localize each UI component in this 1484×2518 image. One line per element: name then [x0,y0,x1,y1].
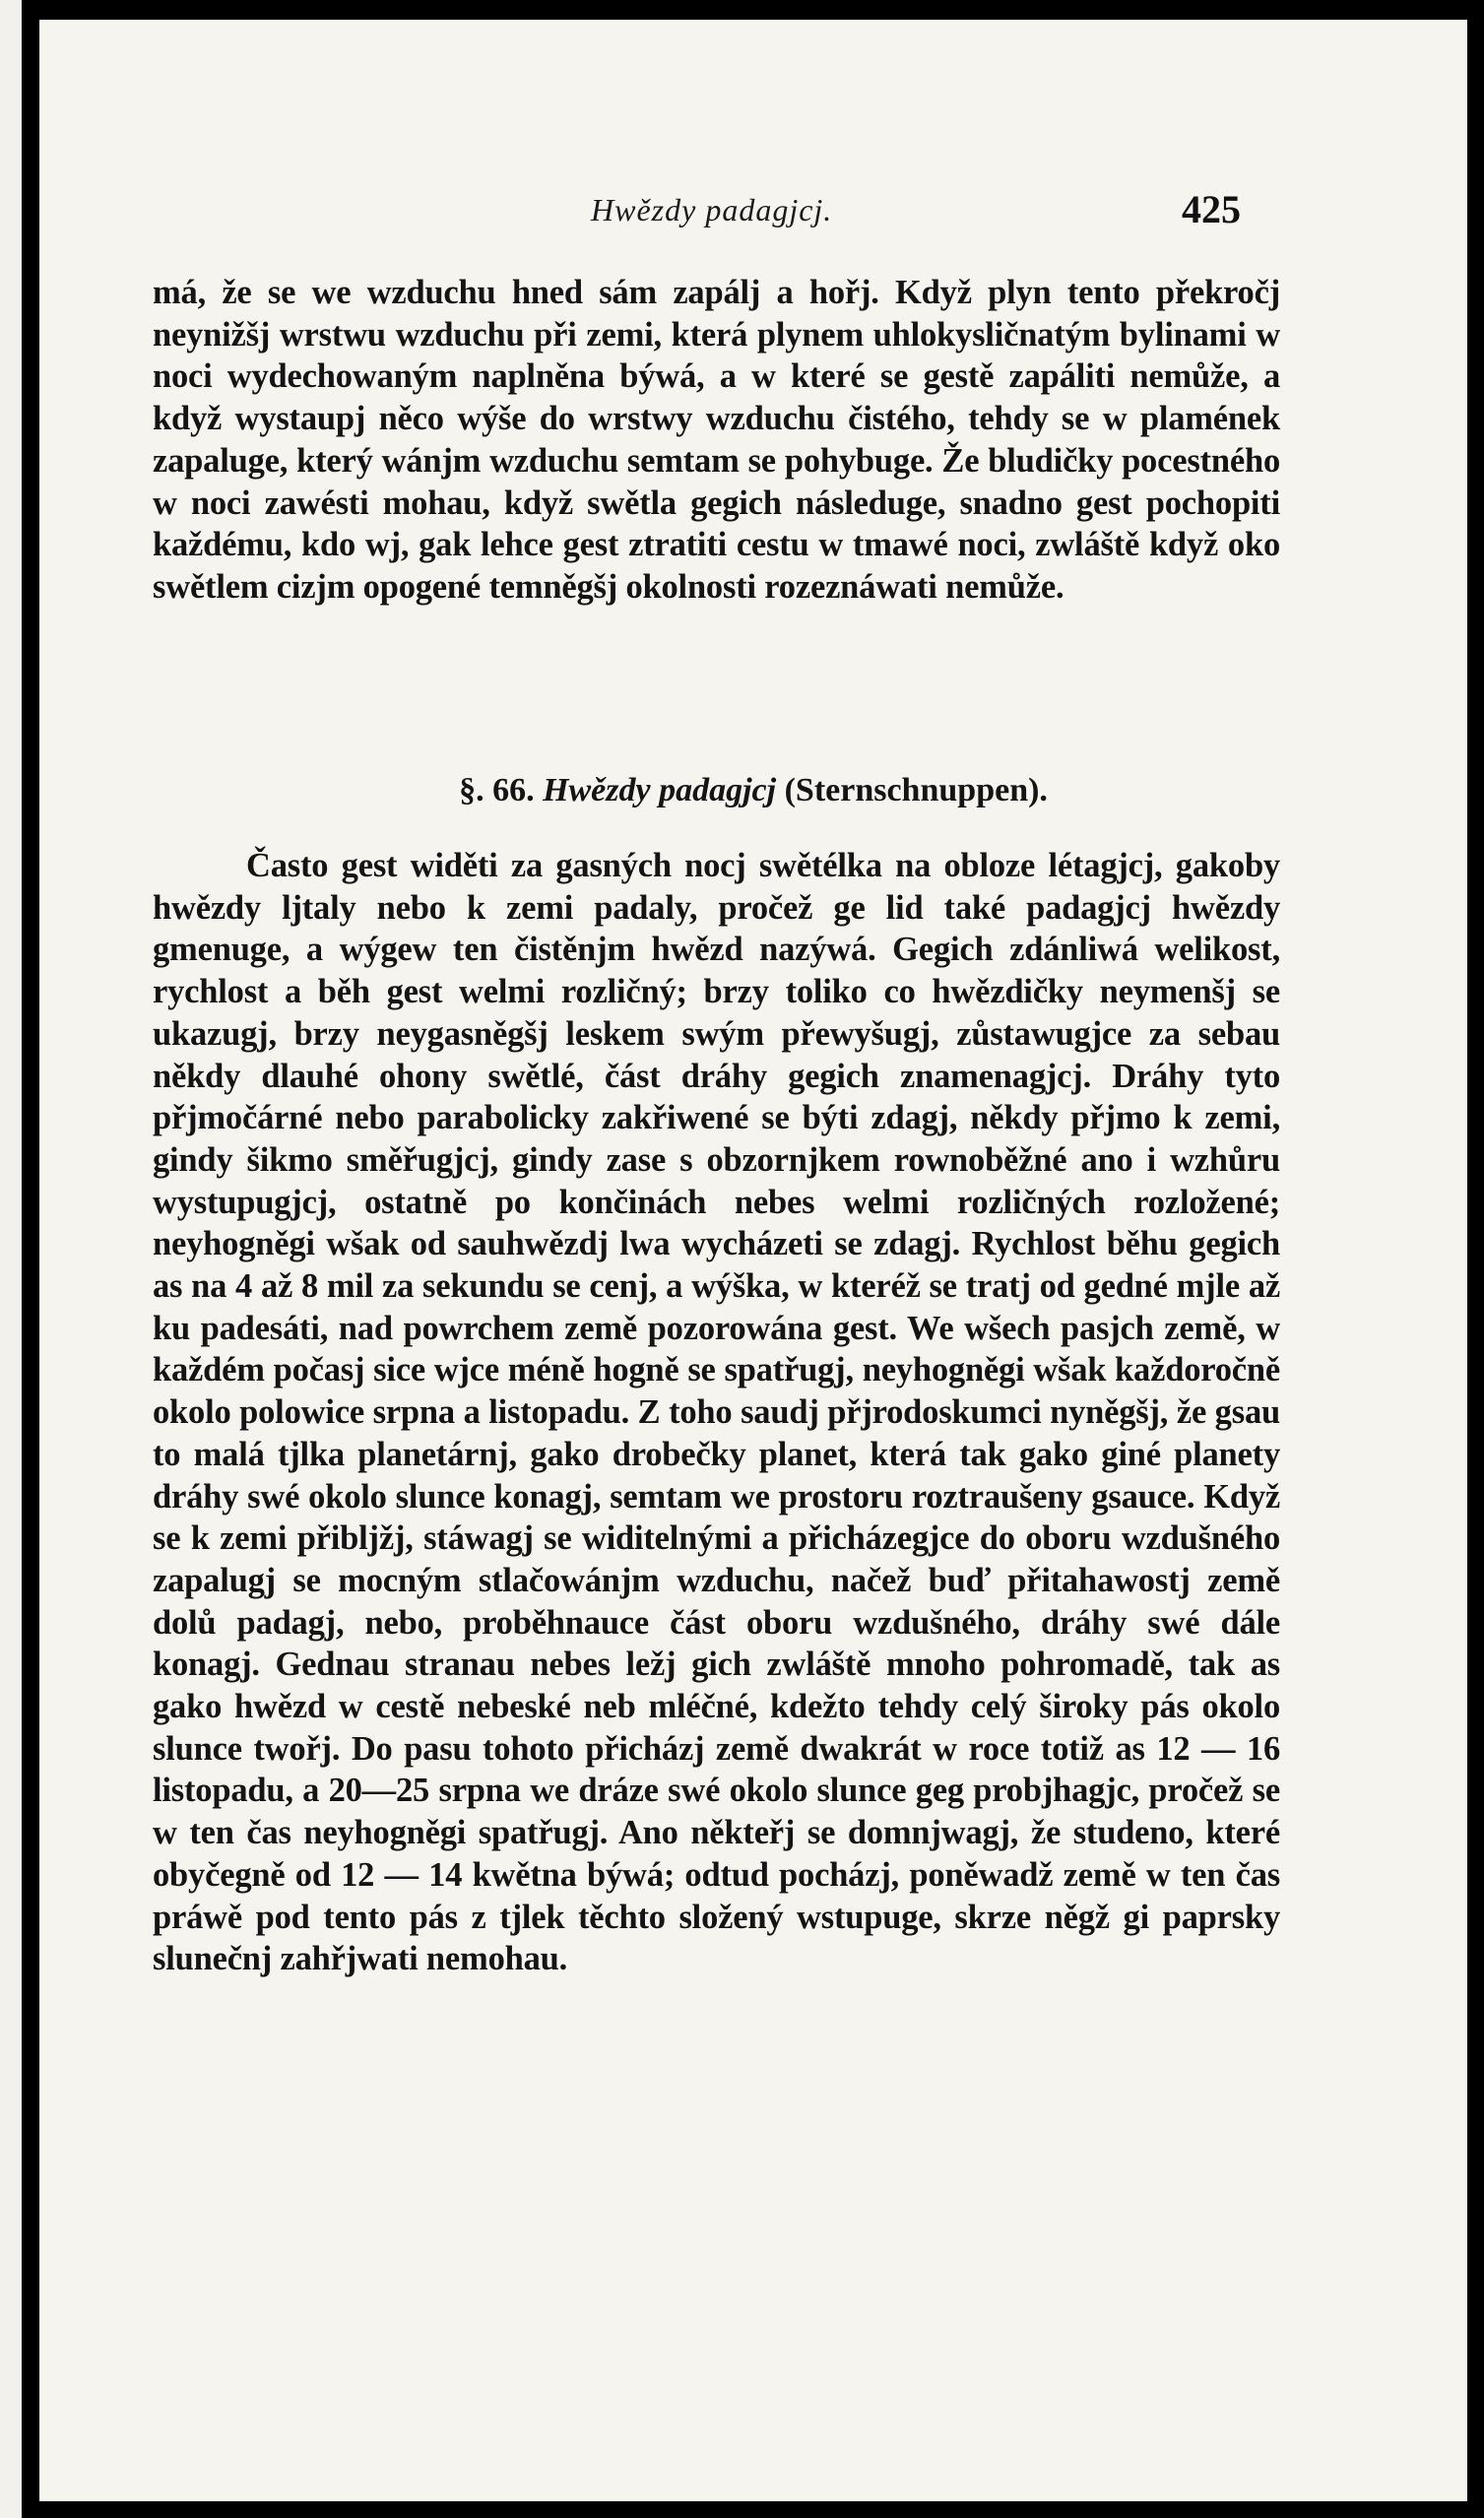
left-page-edge [0,0,22,2518]
page-number: 425 [1182,187,1241,231]
section-title: Hwězdy padagjcj [543,772,777,808]
section-subtitle: (Sternschnuppen). [784,772,1048,808]
section-heading [39,772,1467,809]
page-header [39,187,1467,251]
running-title: Hwězdy padagjcj. [591,192,833,227]
paragraph-1: má, že se we wzduchu hned sám zapálj a hořj. Když plyn tento překročj neynižšj wrstwu wzduchu při zemi, která plynem uhlokysličnatým bylinami w noci wydechowaným naplněna býwá, a w které se gestě zapáliti nemůže, a když wystaupj něco wýše do wrstwy wzduchu čistého, tehdy se w plamének zapaluge, který wánjm wzduchu semtam se pohybuge. Že bludičky pocestného w noci zawésti mohau, když swětla gegich následuge, snadno gest pochopiti každému, kdo wj, gak lehce gest ztratiti cestu w tmawé noci, zwláště když oko swětlem cizjm opogené temněgšj okolnosti rozeznáwati nemůže. [153,274,1280,606]
section-number: §. 66. [459,772,535,808]
paragraph-2: Často gest widěti za gasných nocj swětélka na obloze létagjcj, gakoby hwězdy ljtaly nebo k zemi padaly, pročež ge lid také padagjcj hwězdy gmenuge, a wýgew ten čistěnjm hwězd nazýwá. Gegich zdánliwá welikost, rychlost a běh gest welmi rozličný; brzy toliko co hwězdičky neymenšj se ukazugj, brzy neygasněgšj leskem swým přewyšugj, zůstawugjce za sebau někdy dlauhé ohony swětlé, část dráhy gegich znamenagjcj. Dráhy tyto přjmočárné nebo parabolicky zakřiwené se býti zdagj, někdy přjmo k zemi, gindy šikmo směřugjcj, gindy zase s obzornjkem rownoběžné ano i wzhůru wystupugjcj, ostatně po končinách nebes welmi rozličných rozložené; neyhogněgi wšak od sauhwězdj lwa wycházeti se zdagj. Rychlost běhu gegich as na 4 až 8 mil za sekundu se cenj, a wýška, w kteréž se tratj od gedné mjle až ku padesáti, nad powrchem země pozorowána gest. We wšech pasjch země, w každém počasj sice wjce méně hogně se spatřugj, neyhogněgi wšak každoročně okolo polowice srpna a listopadu. Z toho saudj přjrodoskumci nyněgšj, že gsau to malá tjlka planetárnj, gako drobečky planet, která tak gako giné planety dráhy swé okolo slunce konagj, semtam we prostoru roztraušeny gsauce. Když se k zemi přibljžj, stáwagj se widitelnými a přicházegjce do oboru wzdušného zapalugj se mocným stlačowánjm wzduchu, načež buď přitahawostj země dolů padagj, nebo, proběhnauce část oboru wzdušného, dráhy swé dále konagj. Gednau stranau nebes ležj gich zwláště mnoho pohromadě, tak as gako hwězd w cestě nebeské neb mléčné, kdežto tehdy celý široky pás okolo slunce twořj. Do pasu tohoto přicházj země dwakrát w roce totiž as 12 — 16 listopadu, a 20—25 srpna we dráze swé okolo slunce geg probjhagjc, pročež se w ten čas neyhogněgi spatřugj. Ano někteřj se domnjwagj, že studeno, které obyčegně od 12 — 14 kwětna býwá; odtud pocházj, poněwadž země w ten čas práwě pod tento pás z tjlek těchto složený wstupuge, skrze něgž gi paprsky slunečnj zahřjwati nemohau. [153,847,1280,1978]
book-page [39,20,1467,2501]
